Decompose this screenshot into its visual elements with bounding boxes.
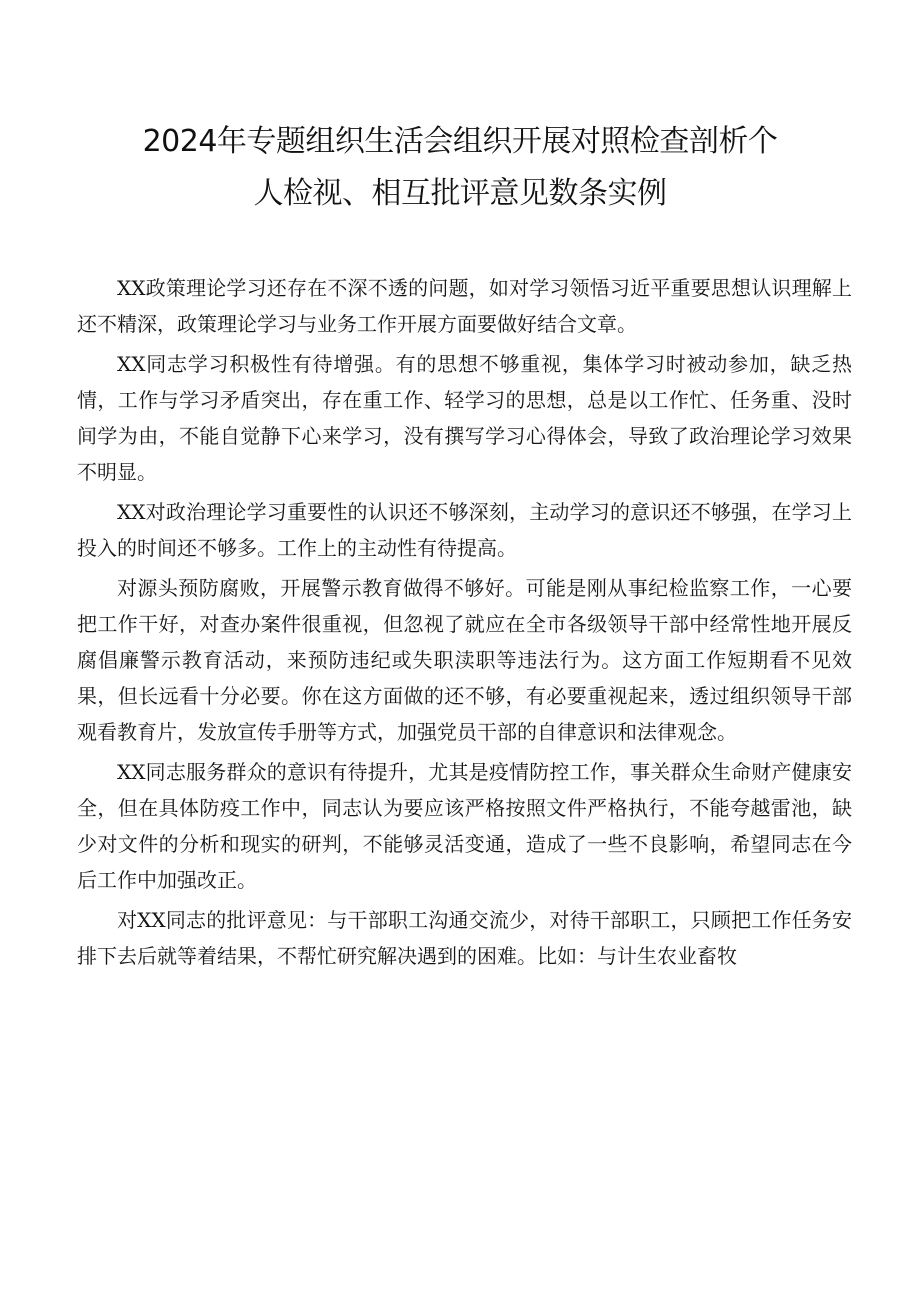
document-body: [77, 270, 852, 978]
paragraph-3: XX对政治理论学习重要性的认识还不够深刻，主动学习的意识还不够强，在学习上投入的时间还不够多。工作上的主动性有待提高。: [77, 500, 852, 560]
paragraph-2: XX同志学习积极性有待增强。有的思想不够重视，集体学习时被动参加，缺乏热情，工作与学习矛盾突出，存在重工作、轻学习的思想，总是以工作忙、任务重、没时间学为由，不能自觉静下心来学习，没有撰写学习心得体会，导致了政治理论学习效果不明显。: [77, 352, 852, 484]
paragraph-6: 对XX同志的批评意见：与干部职工沟通交流少，对待干部职工，只顾把工作任务安排下去后就等着结果，不帮忙研究解决遇到的困难。比如：与计生农业畜牧: [77, 908, 852, 968]
document-title: [60, 116, 860, 220]
title-line-2: 人检视、相互批评意见数条实例: [253, 176, 667, 211]
paragraph-4: 对源头预防腐败，开展警示教育做得不够好。可能是刚从事纪检监察工作，一心要把工作干好，对查办案件很重视，但忽视了就应在全市各级领导干部中经常性地开展反腐倡廉警示教育活动，来预防违纪或失职渎职等违法行为。这方面工作短期看不见效果，但长远看十分必要。你在这方面做的还不够，有必要重视起来，透过组织领导干部观看教育片，发放宣传手册等方式，加强党员干部的自律意识和法律观念。: [77, 576, 852, 744]
title-line-1: 2024年专题组织生活会组织开展对照检查剖析个: [142, 124, 778, 159]
paragraph-5: XX同志服务群众的意识有待提升，尤其是疫情防控工作，事关群众生命财产健康安全，但在具体防疫工作中，同志认为要应该严格按照文件严格执行，不能夸越雷池，缺少对文件的分析和现实的研判，不能够灵活变通，造成了一些不良影响，希望同志在今后工作中加强改正。: [77, 760, 852, 892]
paragraph-1: XX政策理论学习还存在不深不透的问题，如对学习领悟习近平重要思想认识理解上还不精深，政策理论学习与业务工作开展方面要做好结合文章。: [77, 276, 852, 336]
